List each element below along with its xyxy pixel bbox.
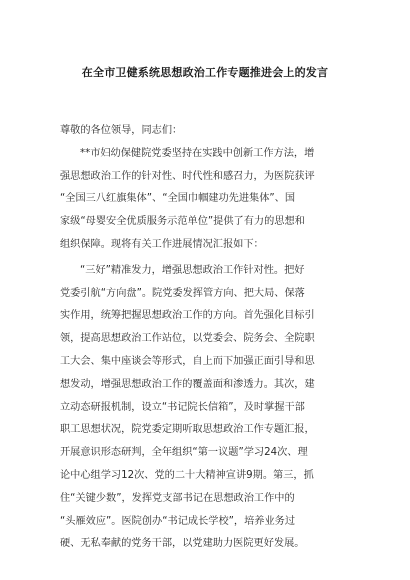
paragraph-line: 实作用，统筹把握思想政治工作的方向。首先强化目标引 (60, 310, 315, 322)
paragraph-line: “头雁效应”。医院创办“书记成长学校”，培养业务过 (60, 515, 296, 527)
paragraph-three-goods (60, 260, 360, 556)
paragraph-line: 强思想政治工作的针对性、时代性和感召力，为医院获评 (60, 170, 315, 182)
paragraph-line: 论中心组学习12次、党的二十大精神宣讲9期。第三，抓 (60, 469, 314, 481)
paragraph-line: **市妇幼保健院党委坚持在实践中创新工作方法，增 (80, 147, 315, 159)
paragraph-line: 住“关键少数”，发挥党支部书记在思想政治工作中的 (60, 492, 295, 504)
paragraph-line: 开展意识形态研判，全年组织“第一议题”学习24次、理 (60, 447, 308, 459)
paragraph-line: “全国三八红旗集体”、“全国巾帼建功先进集体”、国 (60, 193, 296, 205)
salutation: 尊敬的各位领导，同志们： (60, 125, 183, 136)
paragraph-line: 家级“母婴安全优质服务示范单位”提供了有力的思想和 (60, 216, 305, 228)
document-body (60, 120, 360, 556)
document-title: 在全市卫健系统思想政治工作专题推进会上的发言 (81, 66, 329, 79)
paragraph-line: 硬、无私奉献的党务干部，以党建助力医院更好发展。 (60, 538, 305, 550)
paragraph-line: 立动态研报机制，设立“书记院长信箱”，及时掌握干部 (60, 401, 305, 413)
paragraph-line: 职工思想状况，院党委定期听取思想政治工作专题汇报， (60, 424, 315, 436)
paragraph-line: “三好”精准发力，增强思想政治工作针对性。把好 (80, 264, 305, 276)
paragraph-line: 想发动，增强思想政治工作的覆盖面和渗透力。其次，建 (60, 378, 315, 390)
paragraph-line: 组织保障。现将有关工作进展情况汇报如下： (60, 238, 264, 250)
paragraph-line: 领，提高思想政治工作站位，以党委会、院务会、全院职 (60, 333, 315, 345)
paragraph-intro (60, 143, 360, 257)
paragraph-line: 党委引航“方向盘”。院党委发挥管方向、把大局、保落 (60, 287, 305, 299)
paragraph-line: 工大会、集中座谈会等形式，自上而下加强正面引导和思 (60, 355, 315, 367)
